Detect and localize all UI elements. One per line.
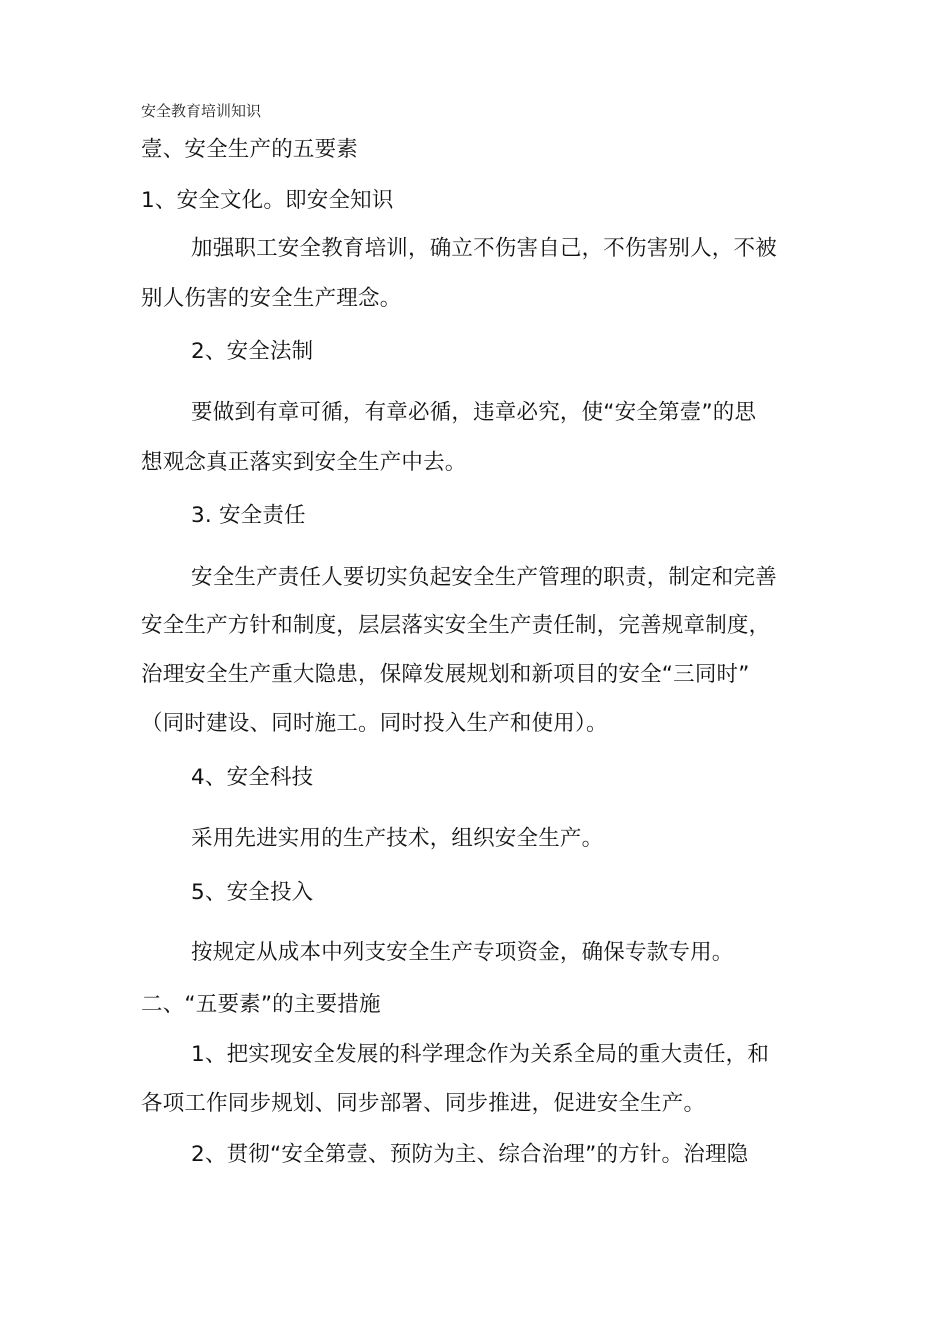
paragraph-line: 想观念真正落实到安全生产中去。 (141, 450, 467, 475)
paragraph-line: 加强职工安全教育培训，确立不伤害自己，不伤害别人，不被 (191, 236, 777, 261)
item-heading: 1、安全文化。即安全知识 (141, 188, 394, 213)
paragraph-line: 安全生产责任人要切实负起安全生产管理的职责，制定和完善 (191, 565, 777, 590)
paragraph-line: 别人伤害的安全生产理念。 (141, 286, 402, 311)
paragraph-line: 按规定从成本中列支安全生产专项资金，确保专款专用。 (191, 940, 734, 965)
section-heading-1: 壹、安全生产的五要素 (141, 137, 359, 162)
paragraph-line: （同时建设、同时施工。同时投入生产和使用）。 (141, 711, 608, 736)
document-header: 安全教育培训知识 (141, 102, 262, 120)
item-heading: 4、安全科技 (191, 765, 314, 790)
paragraph-line: 2、贯彻“安全第壹、预防为主、综合治理”的方针。治理隐 (191, 1142, 749, 1167)
item-heading: 3. 安全责任 (191, 503, 306, 528)
paragraph-line: 要做到有章可循，有章必循，违章必究，使“安全第壹”的思 (191, 400, 757, 425)
section-heading-2: 二、“五要素”的主要措施 (141, 992, 381, 1017)
item-heading: 5、安全投入 (191, 880, 314, 905)
paragraph-line: 1、把实现安全发展的科学理念作为关系全局的重大责任，和 (191, 1042, 770, 1067)
item-heading: 2、安全法制 (191, 339, 314, 364)
paragraph-line: 安全生产方针和制度，层层落实安全生产责任制，完善规章制度， (141, 613, 771, 638)
paragraph-line: 采用先进实用的生产技术，组织安全生产。 (191, 826, 604, 851)
paragraph-line: 治理安全生产重大隐患，保障发展规划和新项目的安全“三同时” (141, 662, 750, 687)
paragraph-line: 各项工作同步规划、同步部署、同步推进，促进安全生产。 (141, 1091, 706, 1116)
